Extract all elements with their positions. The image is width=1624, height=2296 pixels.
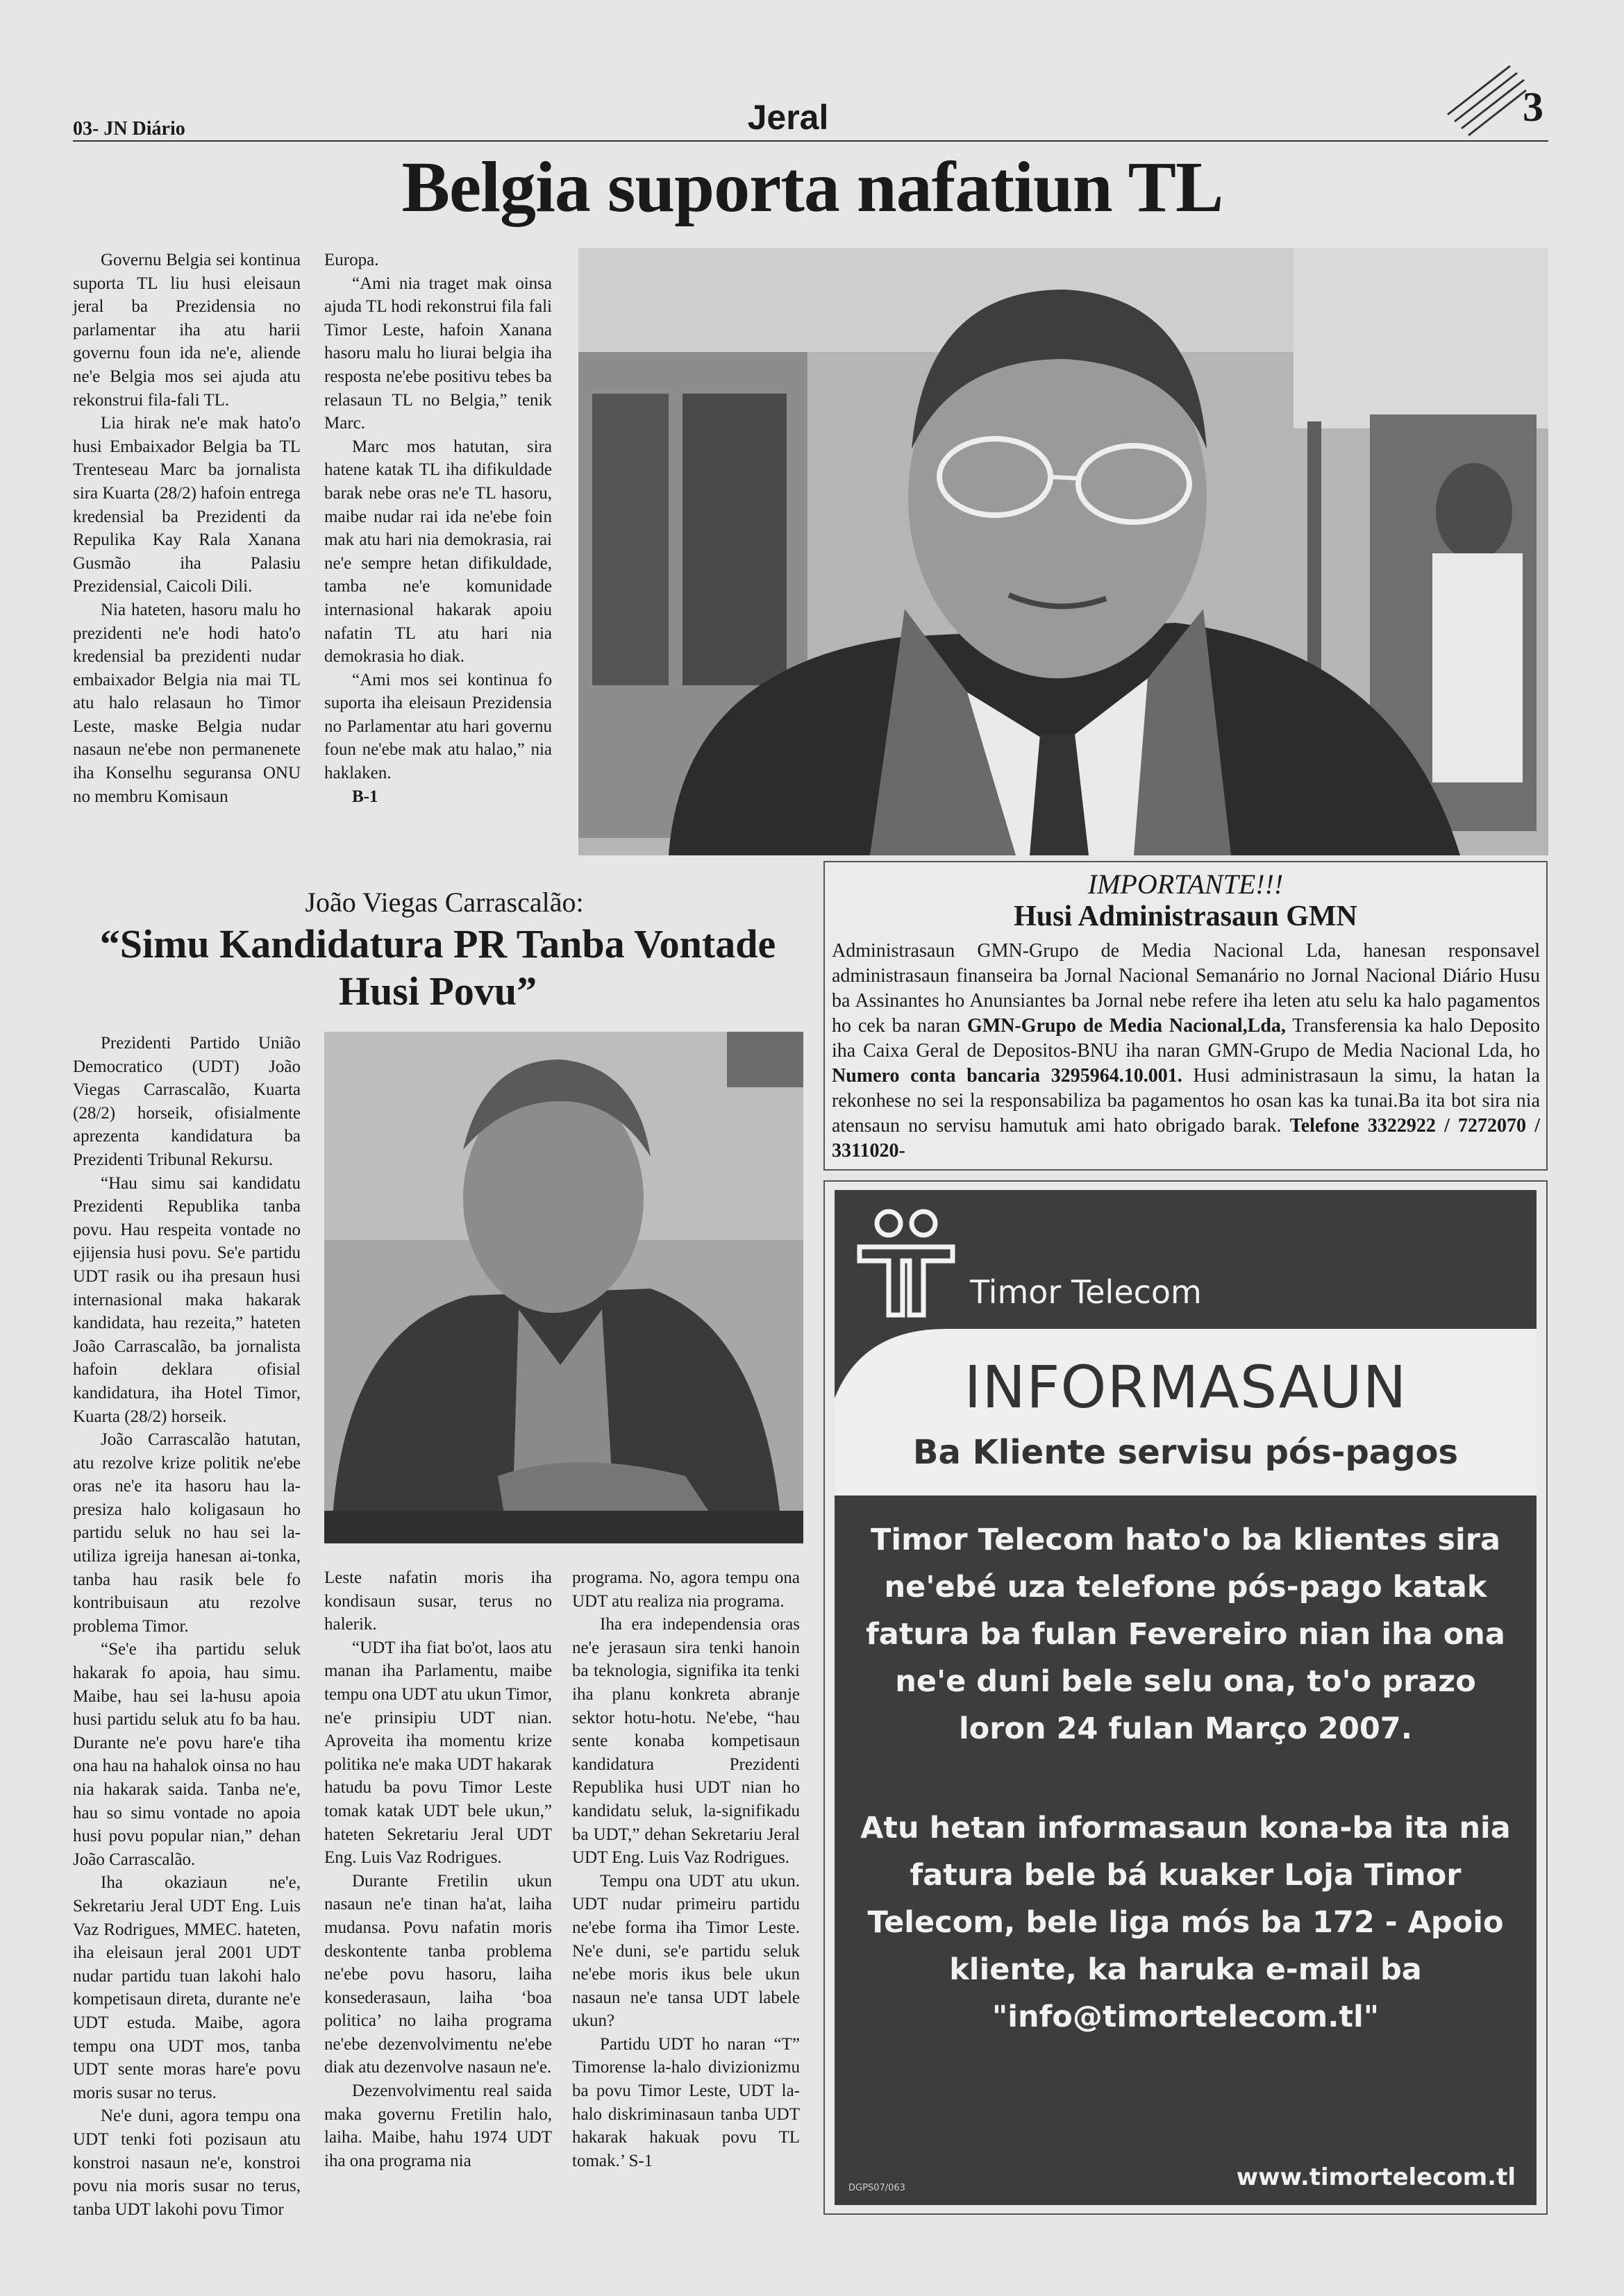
paragraph: “Ami mos sei kontinua fo suporta iha eleisaun Prezidensia no Parlamentar atu hari governu foun ne'ebe mak atu halao,” nia haklaken. bbox=[324, 670, 552, 783]
ad-code: DGPS07/063 bbox=[848, 2183, 905, 2193]
notice-title: IMPORTANTE!!! bbox=[1087, 869, 1284, 900]
article1-column-1 bbox=[73, 249, 301, 808]
paragraph: Lia hirak ne'e mak hato'o husi Embaixador Belgia ba TL Trenteseau Marc ba jornalista sira Kuarta (28/2) hafoin entrega kredensial ba Prezidenti da Repulika Kay Rala Xanana Gusmão iha Palasiu Prezidensial, Caicoli Dili. bbox=[73, 414, 301, 596]
notice-company-name: GMN-Grupo de Media Nacional,Lda, bbox=[966, 1015, 1286, 1037]
ad-text-billing: Timor Telecom hato'o ba klientes sira ne'ebé uza telefone pós-pago katak fatura ba fulan Fevereiro nian iha ona ne'e duni bele selu ona, to'o prazo loron 24 fulan Março 2007. bbox=[866, 1523, 1505, 1746]
section-title: Jeral bbox=[747, 98, 829, 137]
article2-headline: “Simu Kandidatura PR Tanba Vontade Husi Povu” bbox=[99, 921, 776, 1014]
ad-header bbox=[835, 1190, 1537, 1495]
article-headline: Belgia suporta nafatiun TL bbox=[401, 147, 1223, 227]
paragraph: Ne'e duni, agora tempu ona UDT tenki foti pozisaun atu konstroi nasaun ne'e, konstroi povu nia moris susar no terus, tanba UDT lakohi povu Timor bbox=[73, 2106, 301, 2219]
paragraph: Prezidenti Partido União Democratico (UDT) João Viegas Carrascalão, Kuarta (28/2) horseik, ofisialmente aprezenta kandidatura ba Prezidenti Tribunal Rekursu. bbox=[73, 1034, 301, 1169]
paragraph: Leste nafatin moris iha kondisaun susar, terus no halerik. bbox=[324, 1568, 552, 1634]
article1-column-2 bbox=[324, 249, 552, 808]
hatch-mark-icon bbox=[1444, 62, 1527, 139]
paragraph: Durante Fretilin ukun nasaun ne'e tinan ha'at, laiha mudansa. Povu nafatin moris deskontente tanba problema ne'ebe povu hasoru, laiha konsederasaun, laiha ‘boa politica’ no laiha programa ne'ebe dezenvolvimentu ne'ebe diak atu dezenvolve nasaun ne'e. bbox=[324, 1871, 552, 2077]
paragraph: Partidu UDT ho naran “T” Timorense la-halo divizionizmu ba povu Timor Leste, UDT la-halo diskriminasaun tanba UDT hakarak hakuak povu TL tomak.’ S-1 bbox=[572, 2034, 800, 2170]
paragraph: “Se'e iha partidu seluk hakarak fo apoia, hau simu. Maibe, hau sei la-husu apoia husi partidu seluk atu fo ba hau. Durante ne'e povu hare'e tiha ona hau na hahalok oinsa no hau nia hakarak saida. Tanba ne'e, hau so simu vontade no apoia husi povu popular nian,” dehan João Carrascalão. bbox=[73, 1640, 301, 1869]
ad-title: INFORMASAUN bbox=[964, 1353, 1407, 1421]
header-rule bbox=[73, 140, 1548, 142]
paragraph: Governu Belgia sei kontinua suporta TL liu husi eleisaun jeral ba Prezidensia no parlamentar iha atu harii governu foun ida ne'e, aliende ne'e Belgia mos sei ajuda atu rekonstrui fila-fali TL. bbox=[73, 251, 301, 410]
paragraph: Iha okaziaun ne'e, Sekretariu Jeral UDT Eng. Luis Vaz Rodrigues, MMEC. hateten, iha eleisaun jeral 2001 UDT nudar partidu tuan lakohi halo kompetisaun direta, durante ne'e UDT estuda. Maibe, agora tempu ona UDT mos, tanba UDT sente moras hare'e povu moris susar no terus. bbox=[73, 1873, 301, 2102]
timor-telecom-logo-icon bbox=[854, 1204, 965, 1322]
notice-text: Transferensia ka halo Deposito iha Caixa Geral de Depositos-BNU iha naran GMN-Grupo de Media Nacional Lda, ho bbox=[832, 1015, 1540, 1062]
notice-body bbox=[832, 939, 1540, 1164]
notice-text: Husi administrasaun la simu, la hatan la rekonhese no sei la responsabiliza ba pagamentos ho osan kas ka tunai.Ba ita bot sira nia atensaun no servisu hamutuk ami hato obrigado barak. bbox=[832, 1065, 1540, 1137]
page-label: 03- JN Diário bbox=[73, 118, 185, 140]
notice-box bbox=[823, 861, 1548, 1171]
article-signature: B-1 bbox=[352, 787, 378, 806]
page-number: 3 bbox=[1523, 84, 1543, 130]
notice-text: Administrasaun GMN-Grupo de Media Nacional Lda, hanesan responsavel administrasaun finanseira ba Jornal Nacional Semanário no Jornal Nacional Diário Husu ba Assinantes ho Anunsiantes ba Jornal nebe refere iha leten atu selu ka halo pagamentos ho cek ba naran bbox=[832, 940, 1540, 1037]
notice-phone: Telefone 3322922 / 7272070 / 3311020- bbox=[832, 1115, 1540, 1162]
ad-url: www.timortelecom.tl bbox=[1236, 2163, 1516, 2191]
paragraph: Tempu ona UDT atu ukun. UDT nudar primeiru partidu ne'ebe forma iha Timor Leste. Ne'e duni, se'e partidu seluk ne'ebe moris ikus bele ukun nasaun ne'e tansa UDT labele ukun? bbox=[572, 1871, 800, 2031]
ad-brand: Timor Telecom bbox=[970, 1273, 1202, 1311]
paragraph: “Ami nia traget mak oinsa ajuda TL hodi rekonstrui fila fali Timor Leste, hafoin Xanana hasoru malu ho liurai belgia iha resposta ne'ebe positivu tebes ba relasaun TL no Belgia,” tenik Marc. bbox=[324, 274, 552, 433]
paragraph: Nia hateten, hasoru malu ho prezidenti ne'e hodi hato'o kredensial ba prezidenti nudar embaixador Belgia nia mai TL atu halo relasaun ho Timor Leste, maske Belgia nudar nasaun ne'ebe non permanenete iha Konselhu seguransa ONU no membru Komisaun bbox=[73, 600, 301, 806]
paragraph: Dezenvolvimentu real saida maka governu Fretilin halo, laiha. Maibe, hahu 1974 UDT iha ona programa nia bbox=[324, 2081, 552, 2170]
article2-column-2 bbox=[324, 1566, 552, 2172]
paragraph: Marc mos hatutan, sira hatene katak TL iha difikuldade barak nebe oras ne'e TL hasoru, maibe nudar rai ida ne'ebe foin mak atu hari nia demokrasia, rai ne'e sempre hetan difikuldade, tamba ne'e komunidade internasional hakarak apoiu nafatin TL atu hari nia demokrasia ho diak. bbox=[324, 437, 552, 667]
article2-column-1 bbox=[73, 1032, 301, 2221]
ad-subtitle: Ba Kliente servisu pós-pagos bbox=[912, 1433, 1459, 1472]
paragraph: Iha era independensia oras ne'e jerasaun sira tenki hanoin ba teknologia, signifika ita tenki iha planu konkreta abranje sektor hotu-hotu. Ne'ebe, “hau sente konaba kompetisaun kandidatura Prezidenti Republika husi UDT nian ho kandidatu seluk, la-signifikadu ba UDT,” dehan Sekretariu Jeral UDT Eng. Luis Vaz Rodrigues. bbox=[572, 1615, 800, 1868]
paragraph: “UDT iha fiat bo'ot, laos atu manan iha Parlamentu, maibe tempu ona UDT atu ukun Timor, ne'e prinsipiu UDT nian. Aproveita iha momentu krize politika ne'e maka UDT hakarak hatudu ba povu Timor Leste tomak katak UDT bele ukun,” hateten Sekretariu Jeral UDT Eng. Luis Vaz Rodrigues. bbox=[324, 1638, 552, 1868]
ambassador-photo bbox=[578, 248, 1548, 855]
notice-subtitle: Husi Administrasaun GMN bbox=[1014, 900, 1357, 932]
paragraph: Europa. bbox=[324, 251, 379, 269]
paragraph: João Carrascalão hatutan, atu rezolve krize politik ne'ebe oras ne'e ita hasoru hau la-presiza halo koligasaun ho partidu seluk no hau sei la-utiliza igreija hanesan ai-tonka, tanba hau rasik bele fo kontribuisaun atu rezolve problema Timor. bbox=[73, 1430, 301, 1636]
carrascalao-photo bbox=[324, 1032, 803, 1543]
ad-panel bbox=[835, 1190, 1537, 2205]
article2-column-3 bbox=[572, 1566, 800, 2172]
paragraph: programa. No, agora tempu ona UDT atu realiza nia programa. bbox=[572, 1568, 800, 1611]
article2-kicker: João Viegas Carrascalão: bbox=[305, 887, 584, 918]
ad-text-contact: Atu hetan informasaun kona-ba ita nia fatura bele bá kuaker Loja Timor Telecom, bele liga mós ba 172 - Apoio kliente, ka haruka e-mail ba "info@timortelecom.tl" bbox=[860, 1811, 1511, 2034]
timor-telecom-ad bbox=[823, 1180, 1548, 2215]
paragraph: “Hau simu sai kandidatu Prezidenti Republika tanba povu. Hau respeita vontade no ejijensia husi povu. Se'e partidu UDT rasik ou iha presaun husi internasional maka hakarak kandidata, hau rezeita,” hateten João Carrascalão, ba jornalista hafoin deklara ofisial kandidatura, iha Hotel Timor, Kuarta (28/2) horseik. bbox=[73, 1173, 301, 1426]
notice-account-number: Numero conta bancaria 3295964.10.001. bbox=[832, 1065, 1182, 1087]
